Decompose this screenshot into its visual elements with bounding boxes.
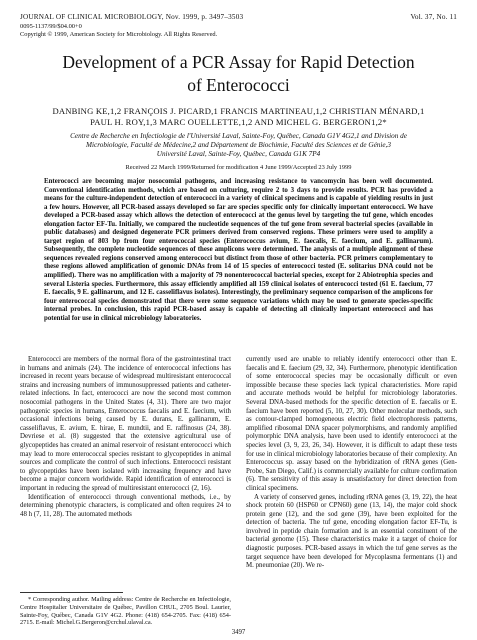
journal-header: JOURNAL OF CLINICAL MICROBIOLOGY, Nov. 1999, p. 3497–3503 [20,13,244,21]
right-paragraph-1: currently used are unable to reliably identify enterococci other than E. faecalis and E. faecium (29, 32, 34). Furthermore, phenotypic identification of some enterococcal species may be occasionally difficult or even impossible because these species lack typical characteristics. More rapid and accurate methods would be helpful for microbiology laboratories. Several DNA-based methods for the specific detection of E. faecalis or E. faecium have been reported (5, 10, 27, 30). Other molecular methods, such as contour-clamped homogeneous electric field electrophoresis patterns, amplified ribosomal DNA spacer polymorphisms, and randomly amplified polymorphic DNA analysis, have been used to identify enterococci at the species level (3, 9, 23, 26, 34). However, it is difficult to adapt these tests for use in clinical microbiology laboratories because of their complexity. An Enterococcus sp. assay based on the hybridization of rRNA genes (Gen-Probe, San Diego, Calif.) is commercially available for culture confirmation (6). The sensitivity of this assay is unsatisfactory for direct detection from clinical specimens. [246,356,457,492]
right-paragraph-2: A variety of conserved genes, including rRNA genes (3, 19, 22), the heat shock protein 60 (HSP60 or CPN60) gene (13, 14), the major cold shock protein gene (12), and the sod gene (39), have been exploited for the detection of bacteria. The tuf gene, encoding elongation factor EF-Tu, is involved in peptide chain formation and is an essential constituent of the bacterial genome (15). These characteristics make it a target of choice for diagnostic purposes. PCR-based assays in which the tuf gene serves as the target sequence have been developed for Mycoplasma fermentans (1) and M. pneumoniae (20). We re- [246,493,457,570]
issn: 0095-1137/99/$04.00+0 [20,23,82,30]
affiliation-line-1: Centre de Recherche en Infectiologie de l'Université Laval, Sainte-Foy, Québec, Canada G1V 4G2,1 and Division de [70,132,407,140]
authors-line-2: PAUL H. ROY,1,3 MARC OUELLETTE,1,2 AND MICHEL G. BERGERON1,2* [90,117,387,127]
page-number: 3497 [231,629,246,636]
affiliation-line-3: Université Laval, Sainte-Foy, Québec, Canada G1K 7P4 [156,150,321,158]
article-title-line-2: of Enterococci [187,75,290,95]
right-column [246,356,457,571]
copyright: Copyright © 1999, American Society for Microbiology. All Rights Reserved. [20,31,218,38]
left-paragraph-2: Identification of enterococci through conventional methods, i.e., by determining phenotypic characters, is complicated and often requires 24 to 48 h (7, 11, 28). The automated methods [20,493,231,518]
corresponding-author-footnote: * Corresponding author. Mailing address: Centre de Recherche en Infectiologie, Centre Hospitalier Universitaire de Québec, Pavillon CHUL, 2705 Boul. Laurier, Sainte-Foy, Québec, Canada G1V 4G2. Phone: (418) 654-2705. Fax: (418) 654-2715. E-mail: Michel.G.Bergeron@crchul.ulaval.ca. [20,596,231,627]
received-dates: Received 22 March 1999/Returned for modification 4 June 1999/Accepted 23 July 1999 [125,164,352,171]
article-title-line-1: Development of a PCR Assay for Rapid Detection [62,52,415,72]
left-paragraph-1: Enterococci are members of the normal flora of the gastrointestinal tract in humans and animals (24). The incidence of enterococcal infections has increased in recent years because of widespread multiresistant enterococcal strains and increasing numbers of immunosuppressed patients and catheter-related infections. In fact, enterococci are now the second most common nosocomial pathogens in the United States (4, 31). There are two major pathogenic species in humans, Enterococcus faecalis and E. faecium, with occasional infections being caused by E. durans, E. gallinarum, E. casseliflavus, E. avium, E. hirae, E. mundtii, and E. raffinosus (24, 38). Devriese et al. (8) suggested that the extensive agricultural use of glycopeptides has created an animal reservoir of resistant enterococci which may lead to more enterococcal species resistant to glycopeptides in animal sources and complicate the control of such infections. Enterococci resistant to glycopeptides have been isolated with increasing frequency and have become a major concern worldwide. Rapid identification of enterococci is important in reducing the spread of multiresistant enterococci (2, 16). [20,356,231,492]
abstract: Enterococci are becoming major nosocomial pathogens, and increasing resistance to vancomycin has been well documented. Conventional identification methods, which are based on culturing, require 2 to 3 days to provide results. PCR has provided a means for the culture-independent detection of enterococci in a variety of clinical specimens and is capable of yielding results in just a few hours. However, all PCR-based assays developed so far are species specific only for clinically important enterococci. We have developed a PCR-based assay which allows the detection of enterococci at the genus level by targeting the tuf gene, which encodes elongation factor EF-Tu. Initially, we compared the nucleotide sequences of the tuf gene from several bacterial species (available in public databases) and designed degenerate PCR primers derived from conserved regions. These primers were used to amplify a target region of 803 bp from four enterococcal species (Enterococcus avium, E. faecalis, E. faecium, and E. gallinarum). Subsequently, the complete nucleotide sequences of these amplicons were determined. The analysis of a multiple alignment of these sequences revealed regions conserved among enterococci but distinct from those of other bacteria. PCR primers complementary to these regions allowed amplification of genomic DNAs from 14 of 15 species of enterococci tested (E. solitarius DNA could not be amplified). There was no amplification with a majority of 79 nonenterococcal bacterial species, except for 2 Abiotrophia species and several Listeria species. Furthermore, this assay efficiently amplified all 159 clinical isolates of enterococci tested (61 E. faecium, 77 E. faecalis, 9 E. gallinarum, and 12 E. casseliflavus isolates). Interestingly, the preliminary sequence comparison of the amplicons for four enterococcal species demonstrated that there were some sequence variations which may be used to generate species-specific internal probes. In conclusion, this rapid PCR-based assay is capable of detecting all clinically important enterococci and has potential for use in clinical microbiology laboratories. [44,178,433,322]
footnote-rule [20,592,123,593]
left-column [20,356,231,519]
volume-info: Vol. 37, No. 11 [410,13,457,21]
affiliation-line-2: Microbiologie, Faculté de Médecine,2 and Département de Biochimie, Faculté des Sciences et de Génie,3 [86,141,391,149]
authors-line-1: DANBING KE,1,2 FRANÇOIS J. PICARD,1 FRANCIS MARTINEAU,1,2 CHRISTIAN MÉNARD,1 [52,106,425,116]
